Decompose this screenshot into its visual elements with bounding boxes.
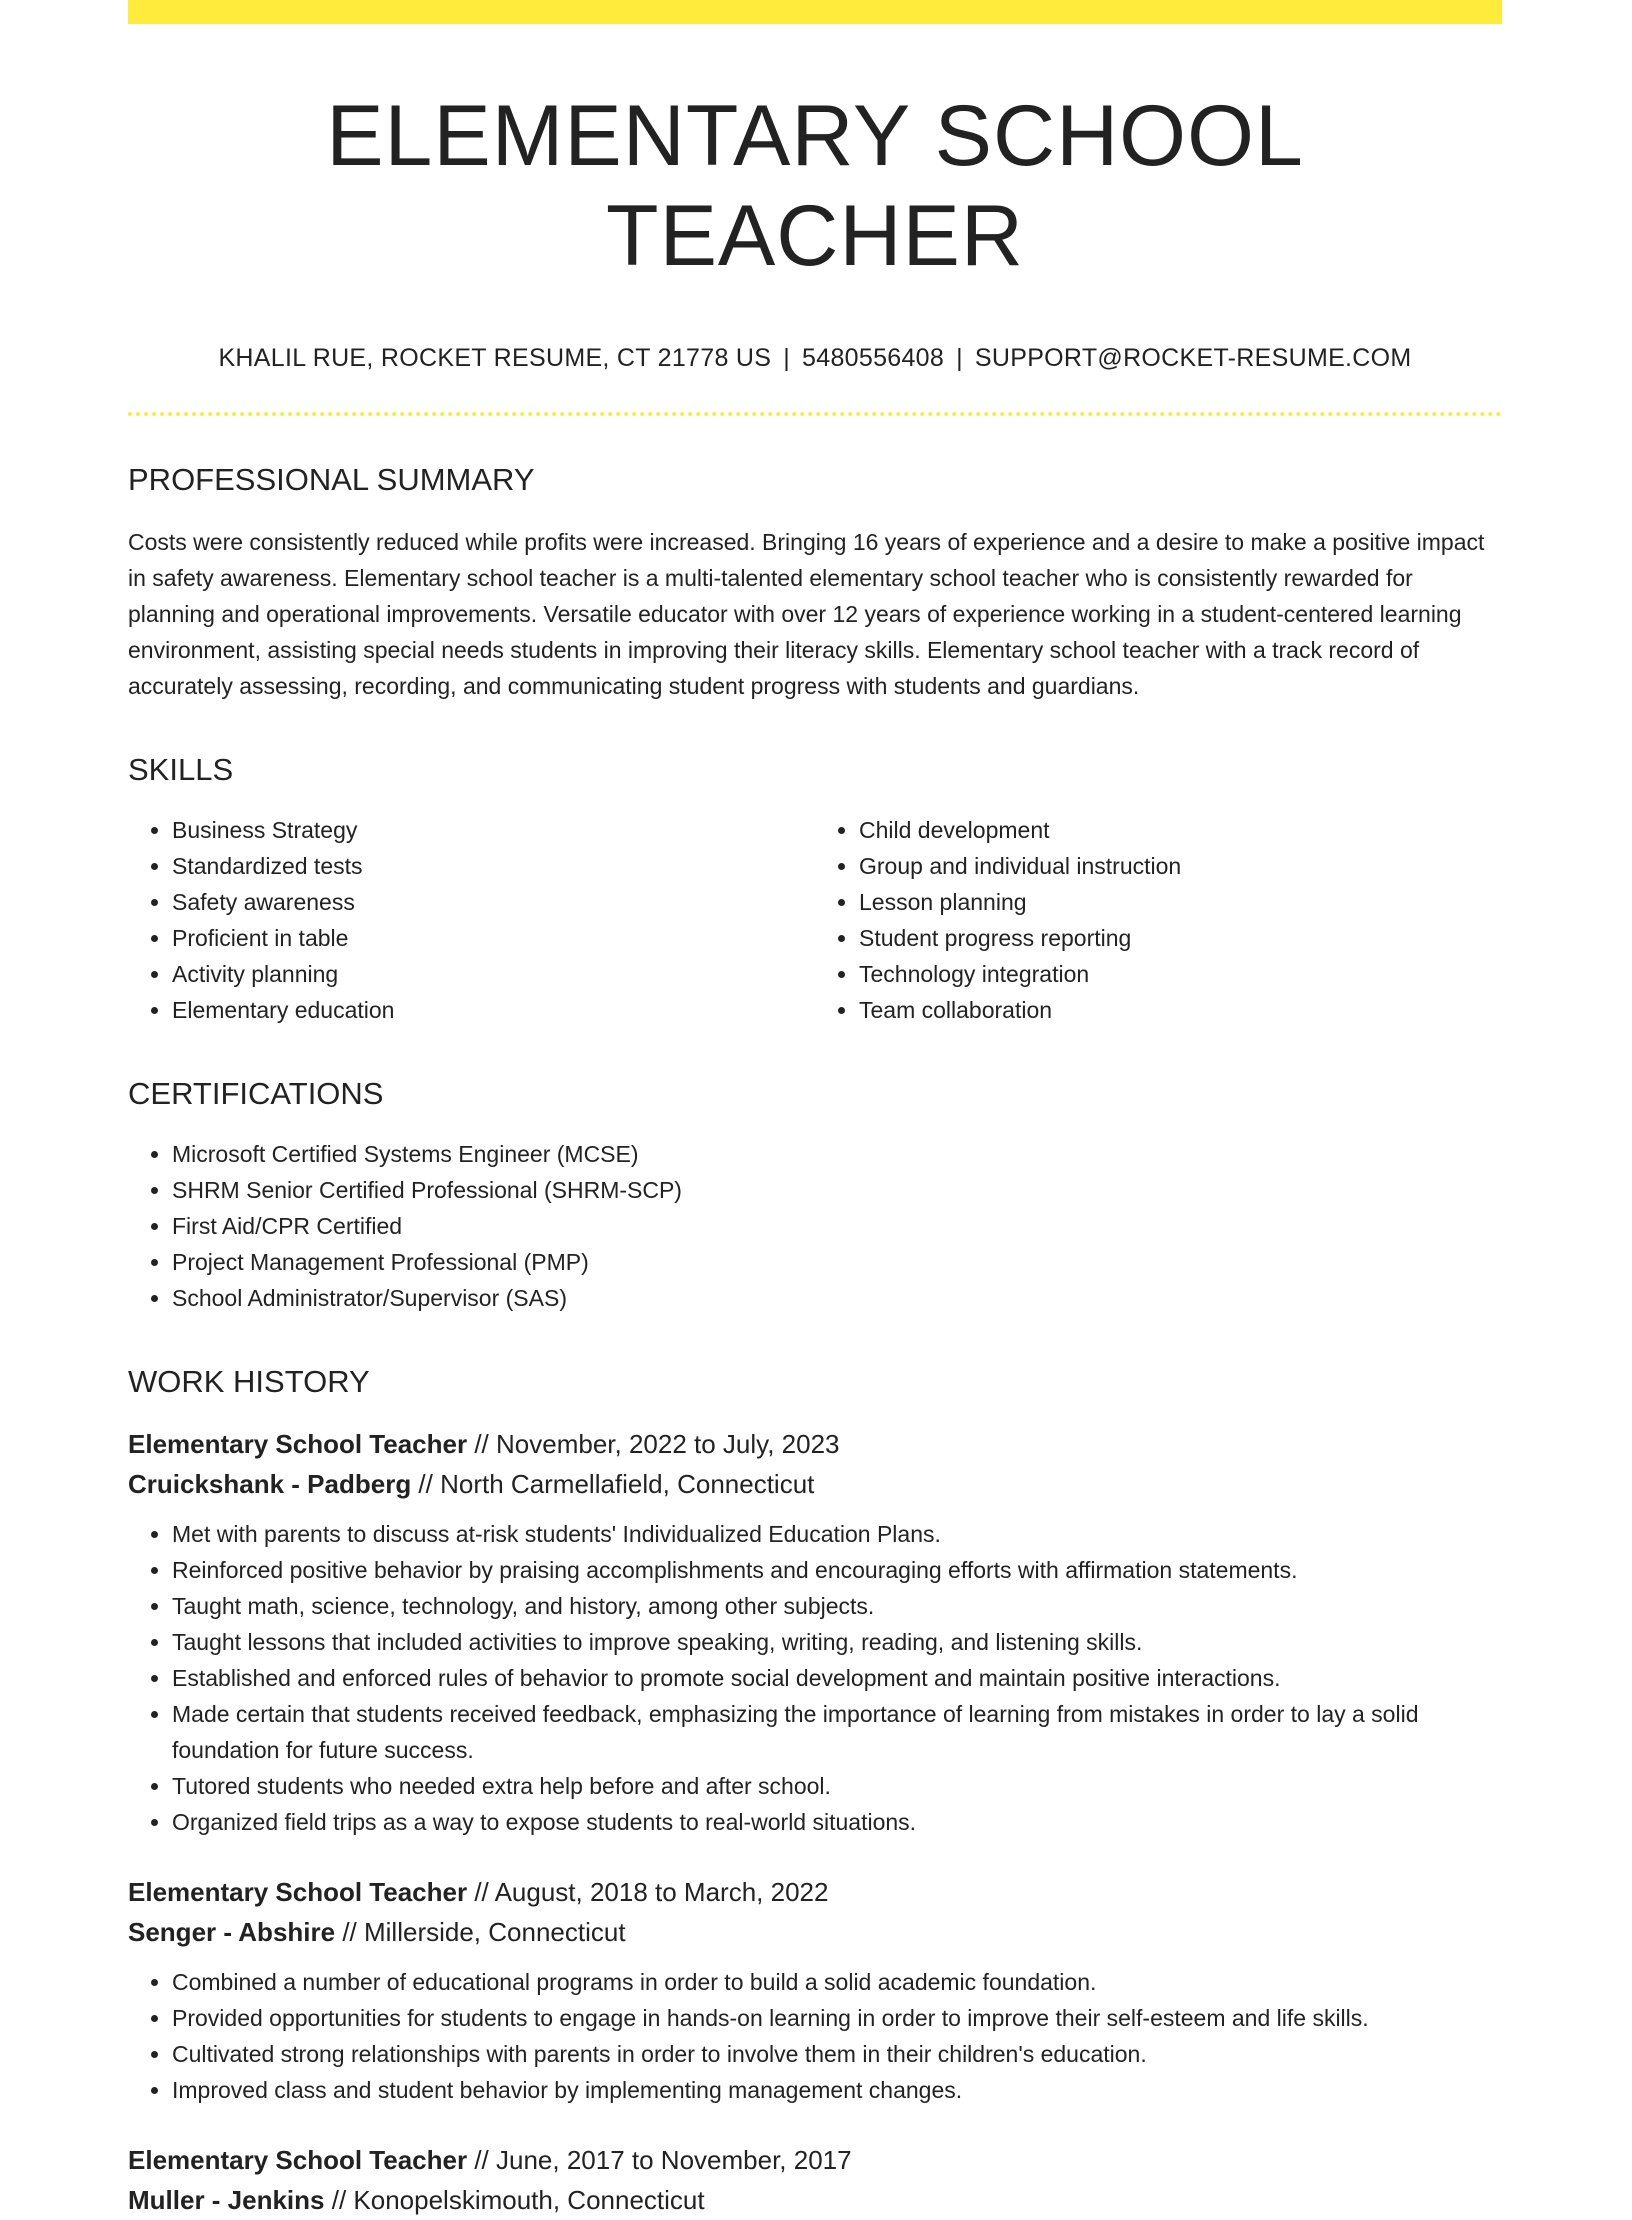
skill-item: • Elementary education [172, 992, 815, 1028]
job-company: Muller - Jenkins [128, 2185, 325, 2215]
job-bullet: • Established and enforced rules of behavior to promote social development and maintain positive interactions. [172, 1660, 1502, 1696]
job-header [128, 1872, 1502, 1952]
job-location: Konopelskimouth, Connecticut [353, 2185, 705, 2215]
job-bullet: • Provided opportunities for students to engage in hands-on learning in order to improve their self-esteem and life skills. [172, 2000, 1502, 2036]
skill-item: • Proficient in table [172, 920, 815, 956]
job-dates: November, 2022 to July, 2023 [496, 1429, 840, 1459]
certification-item: • SHRM Senior Certified Professional (SHRM-SCP) [172, 1172, 1502, 1208]
job-company-line [128, 2180, 1502, 2220]
summary-section [128, 460, 1502, 704]
skill-item: • Lesson planning [859, 884, 1502, 920]
job-title: Elementary School Teacher [128, 2145, 468, 2175]
job-separator: // [411, 1469, 441, 1499]
contact-line [128, 342, 1502, 374]
contact-email: SUPPORT@ROCKET-RESUME.COM [974, 344, 1412, 372]
top-accent-bar [128, 0, 1502, 24]
certification-item: • First Aid/CPR Certified [172, 1208, 1502, 1244]
job-entry [128, 1424, 1502, 1840]
job-title-line [128, 1424, 1502, 1464]
job-bullet: • Made certain that students received feedback, emphasizing the importance of learning from mistakes in order to lay a solid foundation for future success. [172, 1696, 1502, 1768]
job-separator: // [467, 2145, 496, 2175]
page-title: ELEMENTARY SCHOOL TEACHER [326, 88, 1304, 284]
section-heading: CERTIFICATIONS [128, 1076, 384, 1111]
job-separator: // [324, 2185, 354, 2215]
contact-separator: | [956, 344, 963, 372]
job-location: North Carmellafield, Connecticut [440, 1469, 815, 1499]
job-bullet: • Taught math, science, technology, and history, among other subjects. [172, 1588, 1502, 1624]
certification-item: • Microsoft Certified Systems Engineer (MCSE) [172, 1136, 1502, 1172]
job-bullet: • Tutored students who needed extra help before and after school. [172, 1768, 1502, 1804]
job-dates: June, 2017 to November, 2017 [496, 2145, 852, 2175]
section-heading: PROFESSIONAL SUMMARY [128, 462, 535, 497]
contact-separator: | [783, 344, 791, 372]
skill-item: • Student progress reporting [859, 920, 1502, 956]
contact-phone: 5480556408 [802, 344, 945, 372]
job-location: Millerside, Connecticut [364, 1917, 626, 1947]
job-bullet: • Taught lessons that included activities to improve speaking, writing, reading, and listening skills. [172, 1624, 1502, 1660]
skills-columns [128, 812, 1502, 1028]
job-title: Elementary School Teacher [128, 1429, 468, 1459]
skill-item: • Safety awareness [172, 884, 815, 920]
job-entry [128, 2140, 1502, 2220]
skills-list-right [815, 812, 1502, 1028]
job-separator: // [335, 1917, 364, 1947]
job-bullet: • Improved class and student behavior by implementing management changes. [172, 2072, 1502, 2108]
skill-item: • Group and individual instruction [859, 848, 1502, 884]
job-dates: August, 2018 to March, 2022 [494, 1877, 829, 1907]
summary-text: Costs were consistently reduced while profits were increased. Bringing 16 years of experience and a desire to make a positive impact in safety awareness. Elementary school teacher is a multi-talented elementary school teacher who is consistently rewarded for planning and operational improvements. Versatile educator with over 12 years of experience working in a student-centered learning environment, assisting special needs students in improving their literacy skills. Elementary school teacher with a track record of accurately assessing, recording, and communicating student progress with students and guardians. [128, 529, 1485, 699]
certifications-list [128, 1136, 1502, 1316]
job-company: Cruickshank - Padberg [128, 1469, 412, 1499]
certification-item: • School Administrator/Supervisor (SAS) [172, 1280, 1502, 1316]
certifications-section [128, 1074, 1502, 1316]
job-header [128, 1424, 1502, 1504]
dotted-divider [128, 412, 1502, 416]
job-separator: // [467, 1877, 495, 1907]
job-bullet: • Combined a number of educational programs in order to build a solid academic foundation. [172, 1964, 1502, 2000]
job-header [128, 2140, 1502, 2220]
job-entry [128, 1872, 1502, 2108]
skill-item: • Activity planning [172, 956, 815, 992]
skill-item: • Technology integration [859, 956, 1502, 992]
job-title-line [128, 1872, 1502, 1912]
contact-address: KHALIL RUE, ROCKET RESUME, CT 21778 US [218, 344, 772, 372]
job-bullet: • Organized field trips as a way to expose students to real-world situations. [172, 1804, 1502, 1840]
skill-item: • Business Strategy [172, 812, 815, 848]
job-company-line [128, 1464, 1502, 1504]
job-company: Senger - Abshire [128, 1917, 336, 1947]
job-title-line [128, 2140, 1502, 2180]
skill-item: • Standardized tests [172, 848, 815, 884]
resume-page [128, 0, 1502, 2220]
job-bullets [128, 1964, 1502, 2108]
job-title: Elementary School Teacher [128, 1877, 468, 1907]
work-history-section [128, 1362, 1502, 2220]
job-separator: // [467, 1429, 496, 1459]
skills-section [128, 750, 1502, 1028]
section-heading: WORK HISTORY [128, 1364, 370, 1399]
skills-list-left [128, 812, 815, 1028]
job-company-line [128, 1912, 1502, 1952]
job-bullet: • Reinforced positive behavior by praising accomplishments and encouraging efforts with affirmation statements. [172, 1552, 1502, 1588]
job-bullet: • Met with parents to discuss at-risk students' Individualized Education Plans. [172, 1516, 1502, 1552]
job-bullet: • Cultivated strong relationships with parents in order to involve them in their children's education. [172, 2036, 1502, 2072]
job-bullets [128, 1516, 1502, 1840]
skill-item: • Team collaboration [859, 992, 1502, 1028]
skill-item: • Child development [859, 812, 1502, 848]
section-heading: SKILLS [128, 752, 234, 787]
certification-item: • Project Management Professional (PMP) [172, 1244, 1502, 1280]
